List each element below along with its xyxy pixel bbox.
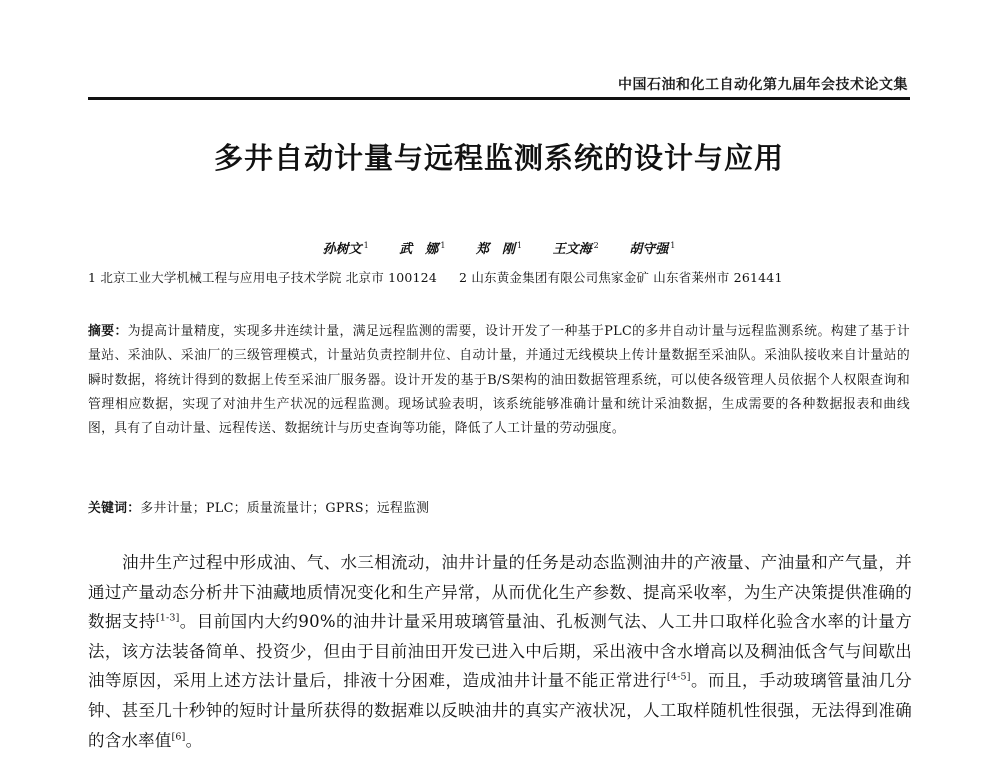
keywords — [88, 497, 910, 521]
body-paragraph — [88, 548, 912, 755]
author-list — [88, 238, 910, 257]
author: 武 娜 $^1$ — [399, 240, 446, 257]
abstract — [88, 320, 910, 441]
citation: [4-5] — [666, 671, 691, 683]
keywords-label: 关键词： — [88, 501, 141, 516]
body-text-segment: 油井生产过程中形成油、气、水三相流动，油井计量的任务是动态监测油井的产液量、产油量和产气量，并通过产量动态分析井下油藏地质情况变化和生产异常，从而优化生产参数、提高采收率，为生产决策提供准确的数据支持 — [88, 553, 912, 632]
body-text-segment: 。而且，手动玻璃管量油几分钟、甚至几十秒钟的短时计量所获得的数据难以反映油井的真实产液状况，人工取样随机性很强，无法得到准确的含水率值 — [88, 671, 912, 750]
running-head: 中国石油和化工自动化第九届年会技术论文集 — [618, 77, 908, 93]
affiliation-1: 1 北京工业大学机械工程与应用电子技术学院 北京市 100124 — [88, 270, 437, 285]
paper-title: 多井自动计量与远程监测系统的设计与应用 — [213, 141, 784, 175]
author: 孙树文 $^1$ — [322, 240, 369, 257]
citation: [1-3] — [155, 612, 180, 624]
body-text-segment: 。目前国内大约90%的油井计量采用玻璃管量油、孔板测气法、人工井口取样化验含水率的计量方法，该方法装备简单、投资少，但由于目前油田开发已进入中后期，采出液中含水增高以及稠油低含气与间歇出油等原因，采用上述方法计量后，排液十分困难，造成油井计量不能正常进行 — [88, 612, 912, 691]
abstract-text: 为提高计量精度，实现多井连续计量，满足远程监测的需要，设计开发了一种基于PLC的多井自动计量与远程监测系统。构建了基于计量站、采油队、采油厂的三级管理模式，计量站负责控制井位、自动计量，并通过无线模块上传计量数据至采油队。采油队接收来自计量站的瞬时数据，将统计得到的数据上传至采油厂服务器。设计开发的基于B/S架构的油田数据管理系统，可以使各级管理人员依据个人权限查询和管理相应数据，实现了对油井生产状况的远程监测。现场试验表明，该系统能够准确计量和统计采油数据，生成需要的各种数据报表和曲线图，具有了自动计量、远程传送、数据统计与历史查询等功能，降低了人工计量的劳动强度。 — [88, 324, 910, 437]
body-text-segment: 。 — [185, 730, 203, 750]
author: 王文海 $^2$ — [552, 240, 599, 257]
author: 郑 刚 $^1$ — [475, 240, 523, 257]
affiliation-2: 2 山东黄金集团有限公司焦家金矿 山东省莱州市 261441 — [459, 270, 783, 285]
keywords-text: 多井计量；PLC；质量流量计；GPRS；远程监测 — [140, 501, 430, 516]
header-rule — [88, 97, 910, 100]
author: 胡守强 $^1$ — [629, 240, 676, 257]
citation: [6] — [171, 731, 186, 743]
affiliations — [88, 268, 910, 286]
abstract-label: 摘要： — [88, 324, 128, 339]
